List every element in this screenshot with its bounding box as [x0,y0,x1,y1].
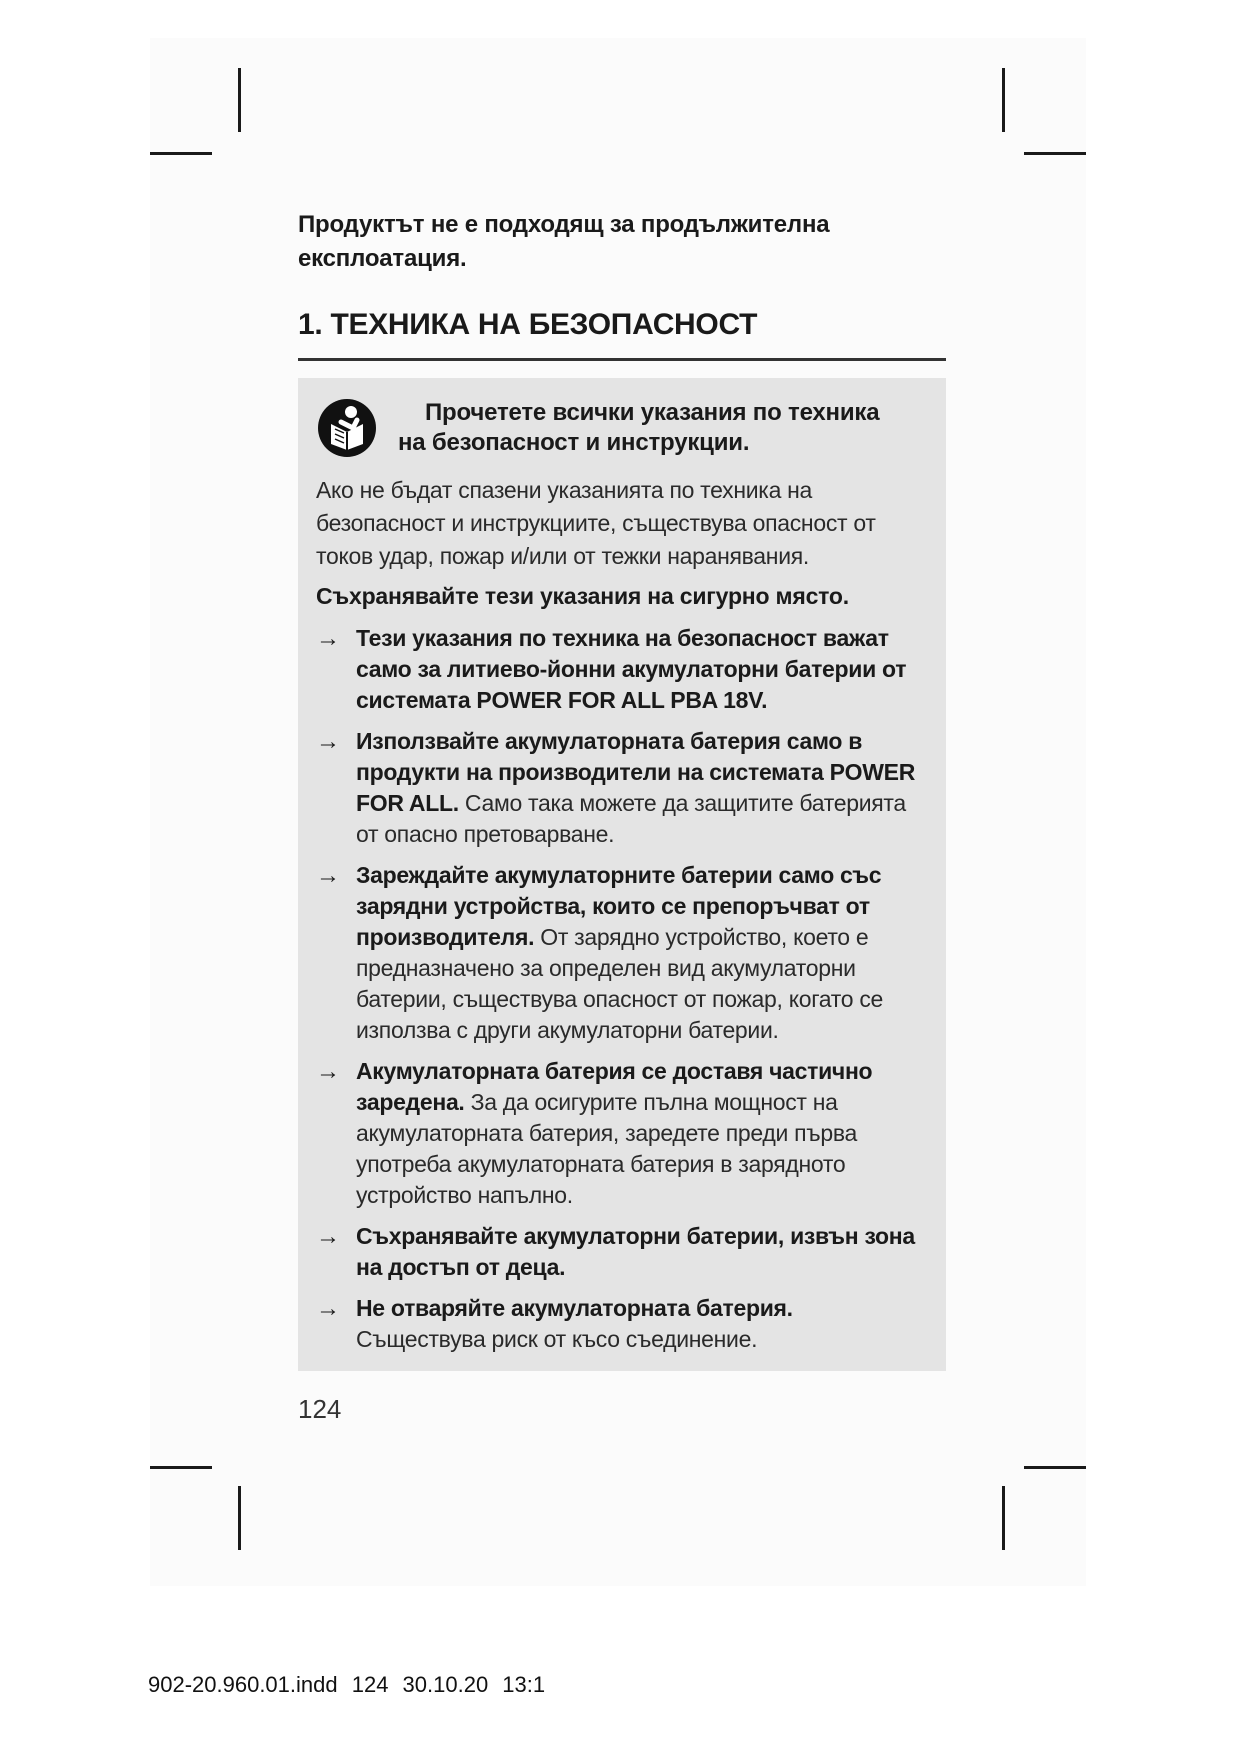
title-divider [298,358,946,361]
safety-list [316,623,926,1355]
section-title: 1. ТЕХНИКА НА БЕЗОПАСНОСТ [298,308,758,341]
item-bold: Не отваряйте акумулаторната батерия. [356,1295,793,1321]
list-item [316,1221,926,1283]
warning-paragraph: Ако не бъдат спазени указанията по техника на безопасност и инструкциите, съществува опасност от токов удар, пожар и/или от тежки наранявания. [316,477,876,569]
print-slug: 902-20.960.01.indd 124 30.10.20 13:1 [148,1672,546,1697]
intro-text: Продуктът не е подходящ за продължителна експлоатация. [298,211,830,272]
crop-mark [238,1486,241,1550]
item-bold: Зареждайте акумулаторните батерии само със зарядни устройства, които се препоръчват от производителя. [356,862,882,950]
crop-mark [1002,68,1005,132]
list-item [316,726,926,850]
list-item [316,1293,926,1355]
arrow-icon: → [316,625,340,652]
item-bold: Тези указания по техника на безопасност важат само за литиево-йонни акумулаторни батерии от системата POWER FOR ALL PBA 18V. [356,625,907,713]
arrow-icon: → [316,1295,340,1322]
crop-mark [1002,1486,1005,1550]
crop-mark [1024,1466,1086,1469]
crop-mark [238,68,241,132]
item-text: Само така можете да защитите батерията от опасно претоварване. [356,790,906,847]
read-manual-icon [317,398,377,458]
crop-mark [1024,152,1086,155]
item-bold: Използвайте акумулаторната батерия само в продукти на производители на системата POWER FOR ALL. [356,728,916,816]
list-item [316,1056,926,1211]
list-item [316,860,926,1046]
item-text: Съществува риск от късо съединение. [356,1326,758,1352]
page-number: 124 [298,1394,342,1424]
box-header [398,398,926,458]
list-item [316,623,926,716]
item-bold: Съхранявайте акумулаторни батерии, извън зона на достъп от деца. [356,1223,915,1280]
arrow-icon: → [316,1223,340,1250]
arrow-icon: → [316,728,340,755]
item-text: За да осигурите пълна мощност на акумулаторната батерия, заредете преди първа употреба акумулаторната батерия в зарядното устройство напълно. [356,1089,857,1208]
box-header-line2: на безопасност и инструкции. [398,429,750,456]
crop-mark [150,1466,212,1469]
safety-box [298,378,946,1371]
item-bold: Акумулаторната батерия се доставя частично заредена. [356,1058,873,1115]
arrow-icon: → [316,862,340,889]
crop-mark [150,152,212,155]
keep-instructions: Съхранявайте тези указания на сигурно място. [316,583,849,609]
arrow-icon: → [316,1058,340,1085]
item-text: От зарядно устройство, което е предназначено за определен вид акумулаторни батерии, съществува опасност от пожар, когато се използва с други акумулаторни батерии. [356,924,884,1043]
box-header-line1: Прочетете всички указания по техника [425,399,880,426]
